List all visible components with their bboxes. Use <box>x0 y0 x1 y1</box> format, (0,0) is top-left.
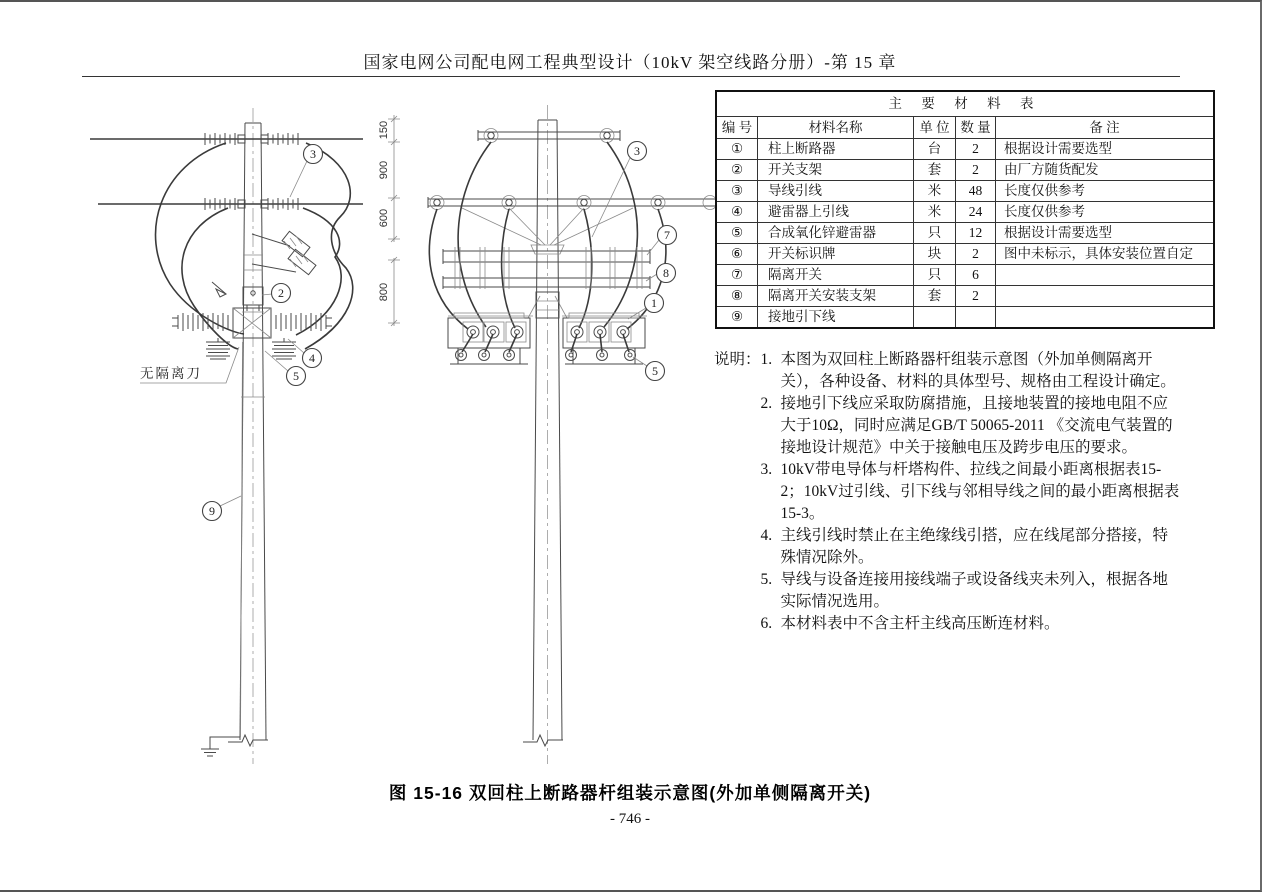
note-number: 5. <box>760 571 773 588</box>
table-cell: 48 <box>956 181 996 202</box>
table-cell: 开关支架 <box>758 160 914 181</box>
circuit-breaker-left <box>448 313 530 364</box>
callout-1 <box>628 294 664 320</box>
table-cell: 根据设计需要选型 <box>996 223 1215 244</box>
callout-3-left <box>290 145 323 198</box>
header-divider <box>82 76 1180 77</box>
table-row <box>716 244 1214 265</box>
svg-text:9: 9 <box>209 504 215 518</box>
note-item <box>761 459 1182 525</box>
page-title: 国家电网公司配电网工程典型设计（10kV 架空线路分册）-第 15 章 <box>363 53 897 72</box>
table-cell: 由厂方随货配发 <box>996 160 1215 181</box>
table-cell: 合成氧化锌避雷器 <box>758 223 914 244</box>
table-cell: 柱上断路器 <box>758 139 914 160</box>
svg-text:3: 3 <box>310 147 316 161</box>
front-view-drawing <box>428 105 717 764</box>
table-cell: 导线引线 <box>758 181 914 202</box>
note-number: 1. <box>760 351 773 368</box>
table-header-row <box>716 117 1214 139</box>
svg-text:3: 3 <box>634 144 640 158</box>
ground-lead <box>201 342 243 756</box>
arresters-side <box>206 338 296 359</box>
page-number: - 746 - <box>610 811 650 827</box>
table-cell: 套 <box>914 286 956 307</box>
table-cell: 2 <box>956 139 996 160</box>
table-cell <box>996 286 1215 307</box>
note-text: 10kV带电导体与杆塔构件、拉线之间最小距离根据表15-2；10kV过引线、引下线与邻相导线之间的最小距离根据表15-3。 <box>780 461 1180 522</box>
table-cell: 开关标识牌 <box>758 244 914 265</box>
column-header: 材料名称 <box>758 117 914 139</box>
table-cell: 米 <box>914 202 956 223</box>
table-cell: 2 <box>956 244 996 265</box>
table-cell: ⑧ <box>716 286 758 307</box>
column-header: 单 位 <box>914 117 956 139</box>
notes-label: 说明： <box>714 351 761 368</box>
note-text: 接地引下线应采取防腐措施，且接地装置的接地电阻不应大于10Ω，同时应满足GB/T 50065-2011 《交流电气装置的接地设计规范》中关于接触电压及跨步电压的要求。 <box>780 395 1173 456</box>
svg-text:7: 7 <box>664 228 670 242</box>
materials-table <box>715 90 1215 329</box>
circuit-breaker-right <box>563 313 645 364</box>
notes-list <box>761 349 1182 635</box>
callout-3-right <box>592 142 647 238</box>
note-number: 2. <box>760 395 773 412</box>
table-cell: 接地引下线 <box>758 307 914 329</box>
table-cell: 避雷器上引线 <box>758 202 914 223</box>
note-text: 主线引线时禁止在主绝缘线引搭，应在线尾部分搭接，特殊情况除外。 <box>780 527 1169 566</box>
lower-crossarm <box>428 196 717 255</box>
table-row <box>716 202 1214 223</box>
side-view-drawing <box>90 108 400 764</box>
note-item <box>761 393 1182 459</box>
note-number: 6. <box>760 615 773 632</box>
callout-7 <box>647 226 677 256</box>
note-text: 导线与设备连接用接线端子或设备线夹未列入，根据各地实际情况选用。 <box>780 571 1169 610</box>
table-cell: ⑤ <box>716 223 758 244</box>
pole-assembly-drawing <box>80 87 730 777</box>
materials-table-body <box>716 139 1214 329</box>
dimension-line <box>378 115 400 326</box>
column-header: 编 号 <box>716 117 758 139</box>
callout-4 <box>288 339 322 368</box>
note-item <box>761 613 1182 635</box>
table-cell: 长度仅供参考 <box>996 202 1215 223</box>
conductors <box>90 139 363 204</box>
table-cell: ⑥ <box>716 244 758 265</box>
table-cell: 6 <box>956 265 996 286</box>
dimension-label: 600 <box>378 208 390 228</box>
table-cell: 隔离开关 <box>758 265 914 286</box>
table-cell: 米 <box>914 181 956 202</box>
table-cell <box>996 265 1215 286</box>
dimension-label: 800 <box>378 282 390 302</box>
table-cell: 只 <box>914 223 956 244</box>
table-cell: 2 <box>956 286 996 307</box>
disconnect-switch-rails <box>443 247 650 289</box>
table-row <box>716 223 1214 244</box>
table-cell: 块 <box>914 244 956 265</box>
note-item <box>761 349 1182 393</box>
switch-bracket <box>243 287 263 311</box>
note-item <box>761 525 1182 569</box>
table-title: 主 要 材 料 表 <box>716 91 1214 117</box>
table-cell: ③ <box>716 181 758 202</box>
table-cell: 图中未标示，具体安装位置自定 <box>996 244 1215 265</box>
table-cell: ① <box>716 139 758 160</box>
table-row <box>716 265 1214 286</box>
table-cell: 套 <box>914 160 956 181</box>
callout-2 <box>262 284 291 303</box>
callout-5-right <box>633 357 665 381</box>
svg-text:2: 2 <box>278 286 284 300</box>
note-text: 本材料表中不含主杆主线高压断连材料。 <box>780 615 1060 632</box>
table-cell: ⑨ <box>716 307 758 329</box>
svg-text:4: 4 <box>309 351 315 365</box>
dimension-label: 150 <box>378 120 390 140</box>
table-row <box>716 139 1214 160</box>
table-cell <box>996 307 1215 329</box>
table-row <box>716 160 1214 181</box>
table-cell: 根据设计需要选型 <box>996 139 1215 160</box>
table-cell: 长度仅供参考 <box>996 181 1215 202</box>
svg-text:8: 8 <box>663 266 669 280</box>
pole-base-break <box>523 735 563 746</box>
table-cell: 只 <box>914 265 956 286</box>
table-row <box>716 181 1214 202</box>
table-cell: 台 <box>914 139 956 160</box>
table-cell: ④ <box>716 202 758 223</box>
figure-caption: 图 15-16 双回柱上断路器杆组装示意图(外加单侧隔离开关) <box>388 783 872 803</box>
svg-text:1: 1 <box>651 296 657 310</box>
jumper-wires <box>156 143 353 349</box>
table-row <box>716 286 1214 307</box>
notes-section <box>714 349 1182 635</box>
table-cell: ⑦ <box>716 265 758 286</box>
table-cell <box>914 307 956 329</box>
dimension-label: 900 <box>378 160 390 180</box>
table-cell: 隔离开关安装支架 <box>758 286 914 307</box>
note-number: 4. <box>760 527 773 544</box>
table-cell: ② <box>716 160 758 181</box>
table-cell: 12 <box>956 223 996 244</box>
table-cell <box>956 307 996 329</box>
note-item <box>761 569 1182 613</box>
insulator-strings <box>205 133 298 210</box>
svg-text:5: 5 <box>652 364 658 378</box>
table-cell: 2 <box>956 160 996 181</box>
annotation-label: 无隔离刀 <box>140 366 202 381</box>
upper-crossarm <box>478 129 620 143</box>
note-number: 3. <box>760 461 773 478</box>
column-header: 数 量 <box>956 117 996 139</box>
table-row <box>716 307 1214 329</box>
column-header: 备 注 <box>996 117 1215 139</box>
svg-text:5: 5 <box>293 369 299 383</box>
note-text: 本图为双回柱上断路器杆组装示意图（外加单侧隔离开关），各种设备、材料的具体型号、规格由工程设计确定。 <box>780 351 1176 390</box>
callout-9 <box>203 496 242 521</box>
table-cell: 24 <box>956 202 996 223</box>
